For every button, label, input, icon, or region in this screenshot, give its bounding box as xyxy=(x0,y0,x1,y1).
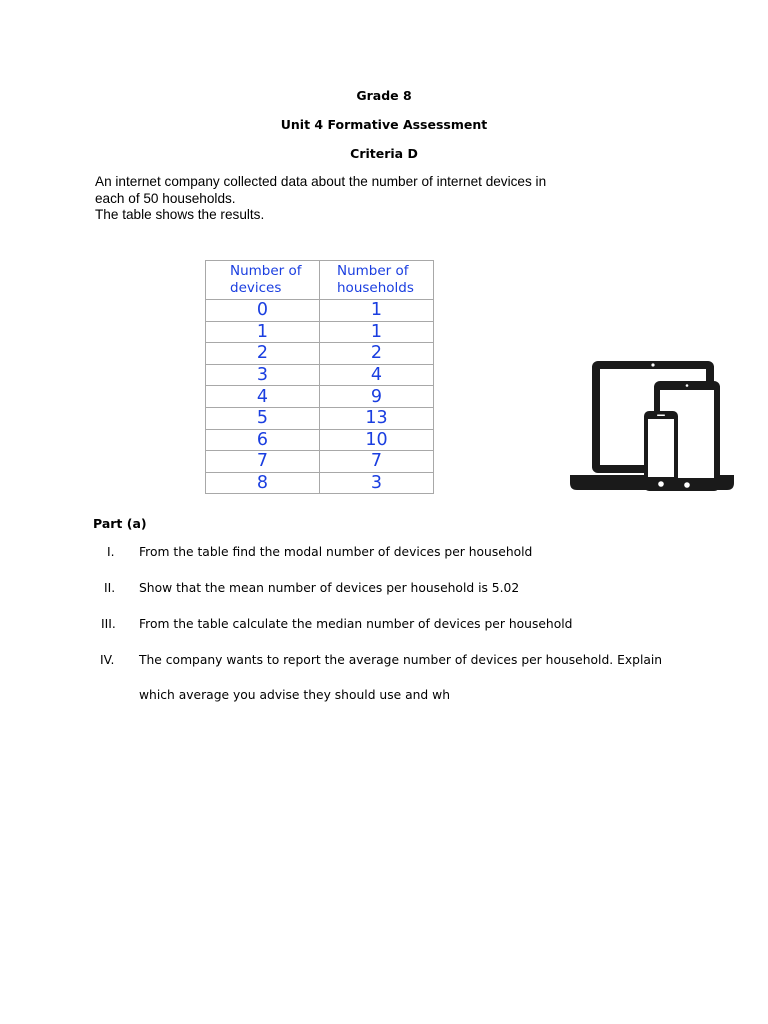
table-row xyxy=(206,386,434,408)
table-row xyxy=(206,451,434,473)
intro-line: each of 50 households. xyxy=(95,190,236,206)
question-text: From the table calculate the median number of devices per household xyxy=(139,617,573,631)
unit-heading: Unit 4 Formative Assessment xyxy=(280,117,488,132)
households-cell: 1 xyxy=(320,321,434,343)
header-households xyxy=(320,261,434,300)
header-devices-line2: devices xyxy=(230,280,282,296)
devices-cell: 3 xyxy=(206,364,320,386)
table-row xyxy=(206,364,434,386)
criteria-heading: Criteria D xyxy=(350,146,418,161)
table-row xyxy=(206,343,434,365)
header-devices xyxy=(206,261,320,300)
intro-line: An internet company collected data about the number of internet devices in xyxy=(95,174,547,189)
households-cell: 7 xyxy=(320,451,434,473)
table-header-row xyxy=(206,261,434,300)
table-row xyxy=(206,472,434,494)
part-a-label: Part (a) xyxy=(93,516,147,531)
header-households-line1: Number of xyxy=(337,263,409,279)
table-row xyxy=(206,407,434,429)
devices-cell: 7 xyxy=(206,451,320,473)
households-cell: 2 xyxy=(320,343,434,365)
devices-cell: 8 xyxy=(206,472,320,494)
question-text: Show that the mean number of devices per household is 5.02 xyxy=(139,581,520,595)
grade-heading: Grade 8 xyxy=(356,88,412,103)
households-cell: 10 xyxy=(320,429,434,451)
devices-cell: 4 xyxy=(206,386,320,408)
devices-table xyxy=(205,260,434,494)
households-cell: 3 xyxy=(320,472,434,494)
households-cell: 4 xyxy=(320,364,434,386)
question-number: III. xyxy=(101,617,116,631)
header-devices-line1: Number of xyxy=(230,263,302,279)
table-row xyxy=(206,429,434,451)
devices-icon xyxy=(568,357,736,493)
households-cell: 1 xyxy=(320,300,434,322)
intro-paragraph xyxy=(95,174,595,224)
question-number: I. xyxy=(107,545,115,559)
households-cell: 13 xyxy=(320,407,434,429)
question-number: II. xyxy=(104,581,116,595)
households-cell: 9 xyxy=(320,386,434,408)
header-households-line2: households xyxy=(337,280,414,296)
devices-cell: 2 xyxy=(206,343,320,365)
devices-cell: 6 xyxy=(206,429,320,451)
question-continuation: which average you advise they should use and wh xyxy=(139,688,450,702)
devices-cell: 1 xyxy=(206,321,320,343)
question-text: From the table find the modal number of devices per household xyxy=(139,545,533,559)
devices-cell: 5 xyxy=(206,407,320,429)
intro-line: The table shows the results. xyxy=(95,207,265,222)
table-row xyxy=(206,300,434,322)
question-number: IV. xyxy=(100,653,115,667)
devices-cell: 0 xyxy=(206,300,320,322)
question-text: The company wants to report the average number of devices per household. Explain xyxy=(139,653,663,667)
table-row xyxy=(206,321,434,343)
